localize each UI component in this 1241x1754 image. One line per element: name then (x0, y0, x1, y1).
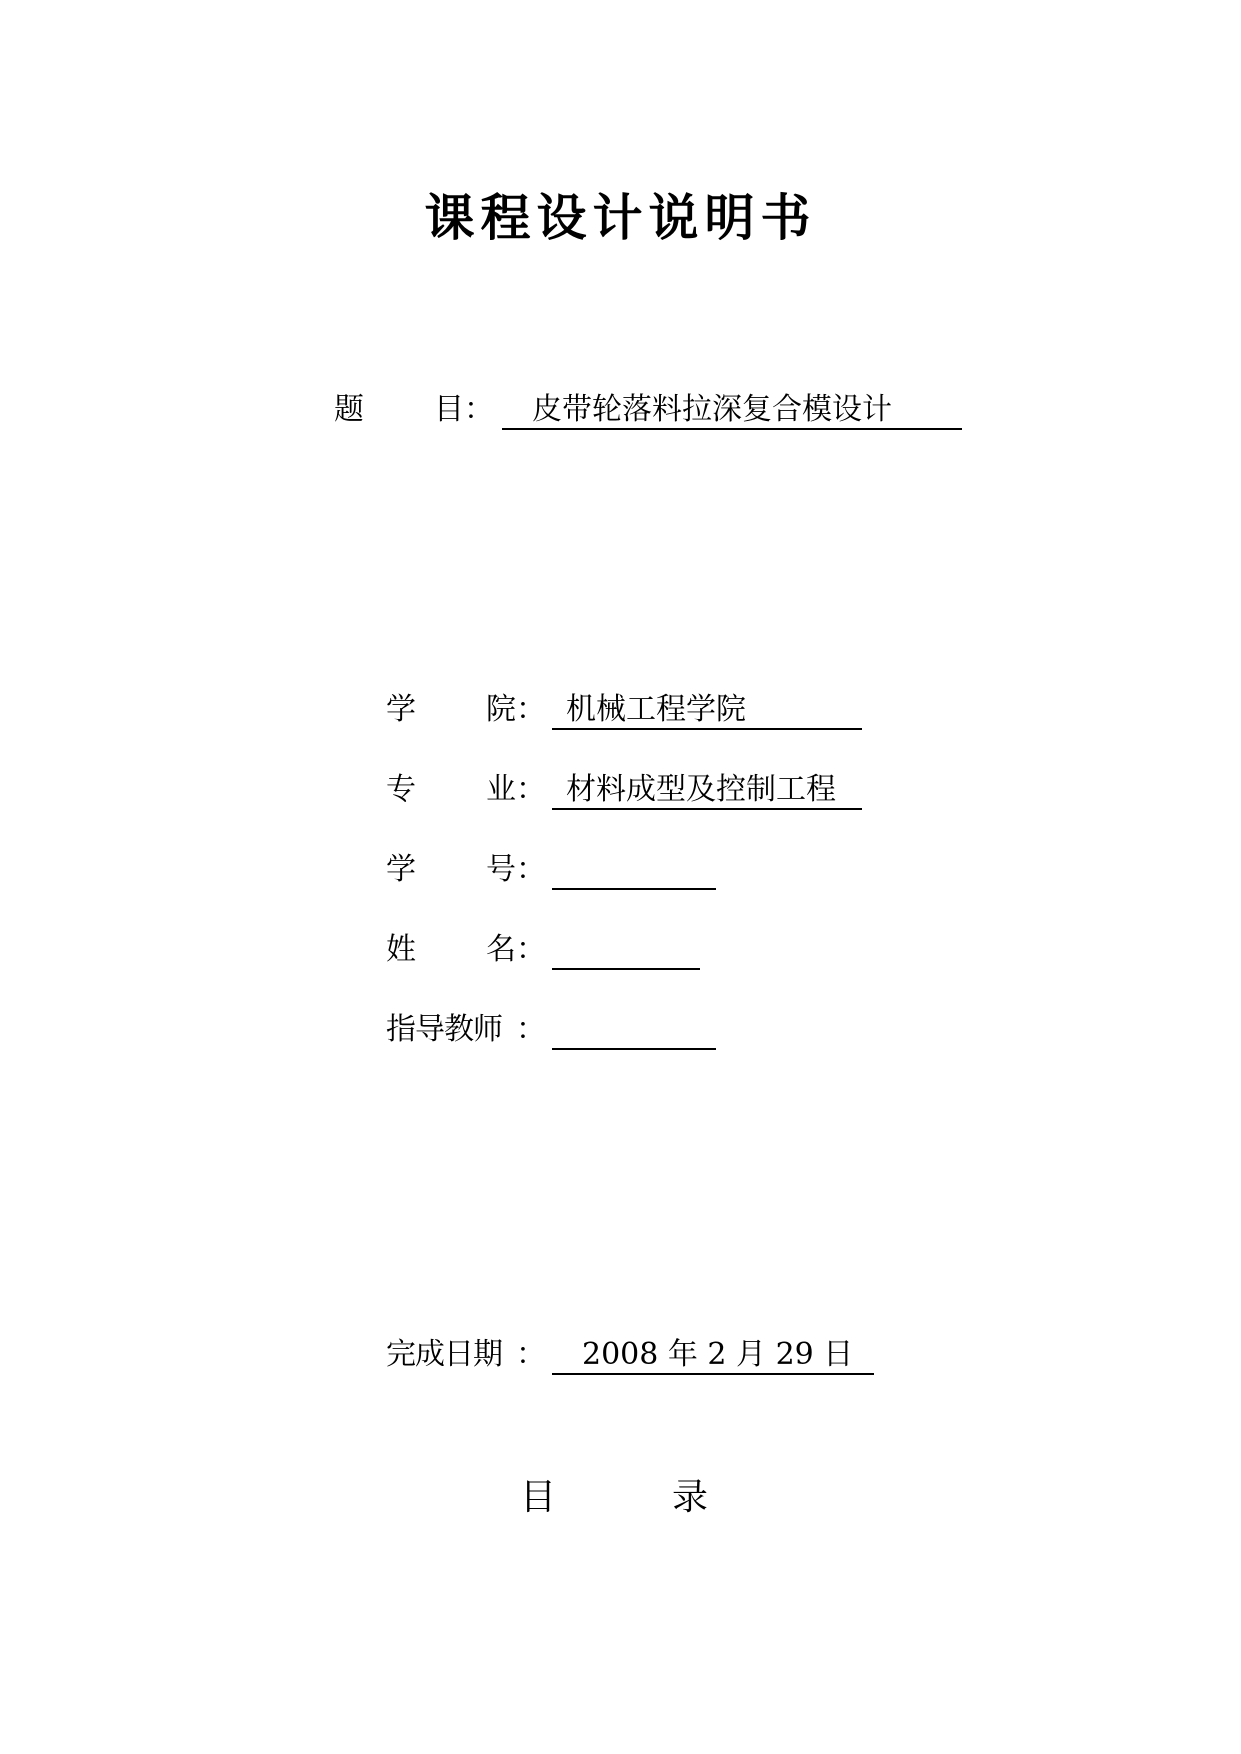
completion-date-label: 完成日期 (386, 1337, 502, 1372)
completion-date-colon: ： (516, 1337, 546, 1372)
completion-date-row (386, 1335, 886, 1375)
name-label-right: 名 (486, 932, 516, 967)
name-colon: ： (516, 932, 546, 967)
topic-field[interactable]: 皮带轮落料拉深复合模设计 (502, 390, 962, 430)
toc-heading-char-1: 目 (520, 1477, 557, 1518)
major-label-right: 业 (486, 772, 516, 807)
advisor-field[interactable] (552, 1010, 716, 1050)
major-row (386, 770, 866, 810)
toc-heading-char-2: 录 (672, 1477, 709, 1518)
completion-date-field[interactable]: 2008 年 2 月 29 日 (552, 1335, 874, 1375)
name-field[interactable] (552, 930, 700, 970)
major-field[interactable]: 材料成型及控制工程 (552, 770, 862, 810)
student-id-label-right: 号 (486, 852, 516, 887)
student-id-label-left: 学 (386, 852, 416, 887)
advisor-label: 指导教师 (386, 1012, 502, 1047)
college-field[interactable]: 机械工程学院 (552, 690, 862, 730)
student-id-row (386, 850, 866, 890)
advisor-colon: ： (516, 1012, 546, 1047)
major-colon: ： (516, 772, 546, 807)
topic-label-right: 目 (434, 392, 464, 427)
topic-row (334, 390, 964, 430)
college-label-left: 学 (386, 692, 416, 727)
name-row (386, 930, 866, 970)
advisor-row (386, 1010, 866, 1050)
college-label-right: 院 (486, 692, 516, 727)
topic-colon: ： (464, 392, 494, 427)
name-label-left: 姓 (386, 932, 416, 967)
topic-label-left: 题 (334, 392, 364, 427)
student-id-colon: ： (516, 852, 546, 887)
document-title: 课程设计说明书 (424, 189, 817, 247)
college-colon: ： (516, 692, 546, 727)
student-id-field[interactable] (552, 850, 716, 890)
college-row (386, 690, 866, 730)
major-label-left: 专 (386, 772, 416, 807)
